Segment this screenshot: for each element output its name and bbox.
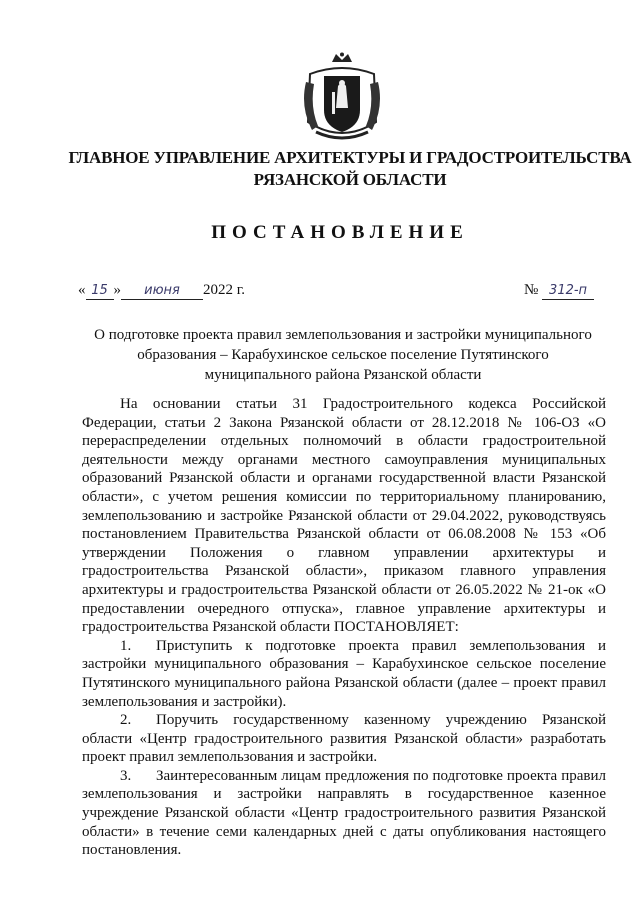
item-number: 3. xyxy=(120,767,132,784)
date-quote-open: « xyxy=(78,282,86,298)
subject-line: О подготовке проекта правил землепользования и застройки муниципального xyxy=(94,327,592,343)
date-month: июня xyxy=(144,283,180,298)
number-field xyxy=(542,282,594,300)
item-text: Заинтересованным лицам предложения по подготовке проекта правил землепользования и застройки направлять в государственное казенное учреждение Рязанской области «Центр градостроительного развития Рязанской области» в течение семи календарных дней с даты опубликования настоящего постановления. xyxy=(82,767,606,859)
date-month-field xyxy=(121,282,203,300)
item-text: Поручить государственному казенному учреждению Рязанской области «Центр градостроительного развития Рязанской области» разработать проект правил землепользования и застройки. xyxy=(82,712,606,766)
date-day-field xyxy=(86,282,114,300)
item-number: 1. xyxy=(120,637,132,654)
number-label: № xyxy=(524,282,539,298)
item-text: Приступить к подготовке проекта правил землепользования и застройки муниципального образования – Карабухинское сельское поселение Путятинского муниципального района Рязанской области (далее – проект правил землепользования и застройки). xyxy=(82,637,606,710)
number-value: 312-п xyxy=(549,283,588,298)
document-number xyxy=(524,282,594,300)
date-year: 2022 г. xyxy=(203,282,245,298)
organization-region: РЯЗАНСКОЙ ОБЛАСТИ xyxy=(253,170,447,189)
list-item xyxy=(82,711,606,767)
list-item xyxy=(82,637,606,711)
item-number: 2. xyxy=(120,712,132,729)
preamble-paragraph: На основании статьи 31 Градостроительного кодекса Российской Федерации, статьи 2 Закона Рязанской области от 28.12.2018 № 106-ОЗ «О перераспределении отдельных полномочий в области градостроительной деятельности между органами местного самоуправления муниципальных образований Рязанской области и органами государственной власти Рязанской области», с учетом решения комиссии по территориальному планированию, землепользованию и застройке Рязанской области от 29.04.2022, руководствуясь постановлением Правительства Рязанской области от 06.08.2008 № 153 «Об утверждении Положения о главном управлении архитектуры и градостроительства Рязанской области», приказом главного управления архитектуры и градостроительства Рязанской области от 26.05.2022 № 21-ок «О предоставлении очередного отпуска», главное управление архитектуры и градостроительства Рязанской области ПОСТАНОВЛЯЕТ: xyxy=(82,396,606,636)
document-title: ПОСТАНОВЛЕНИЕ xyxy=(211,222,469,243)
document-body xyxy=(82,395,606,860)
document-date xyxy=(78,282,245,300)
subject-line: муниципального района Рязанской области xyxy=(204,367,482,383)
document-subject xyxy=(78,325,608,385)
list-item xyxy=(82,767,606,860)
coat-of-arms-icon xyxy=(302,52,382,144)
date-quote-close: » xyxy=(113,282,121,298)
organization-name: ГЛАВНОЕ УПРАВЛЕНИЕ АРХИТЕКТУРЫ И ГРАДОСТРОИТЕЛЬСТВА xyxy=(68,148,632,167)
date-day: 15 xyxy=(91,283,108,298)
subject-line: образования – Карабухинское сельское поселение Путятинского xyxy=(137,347,549,363)
